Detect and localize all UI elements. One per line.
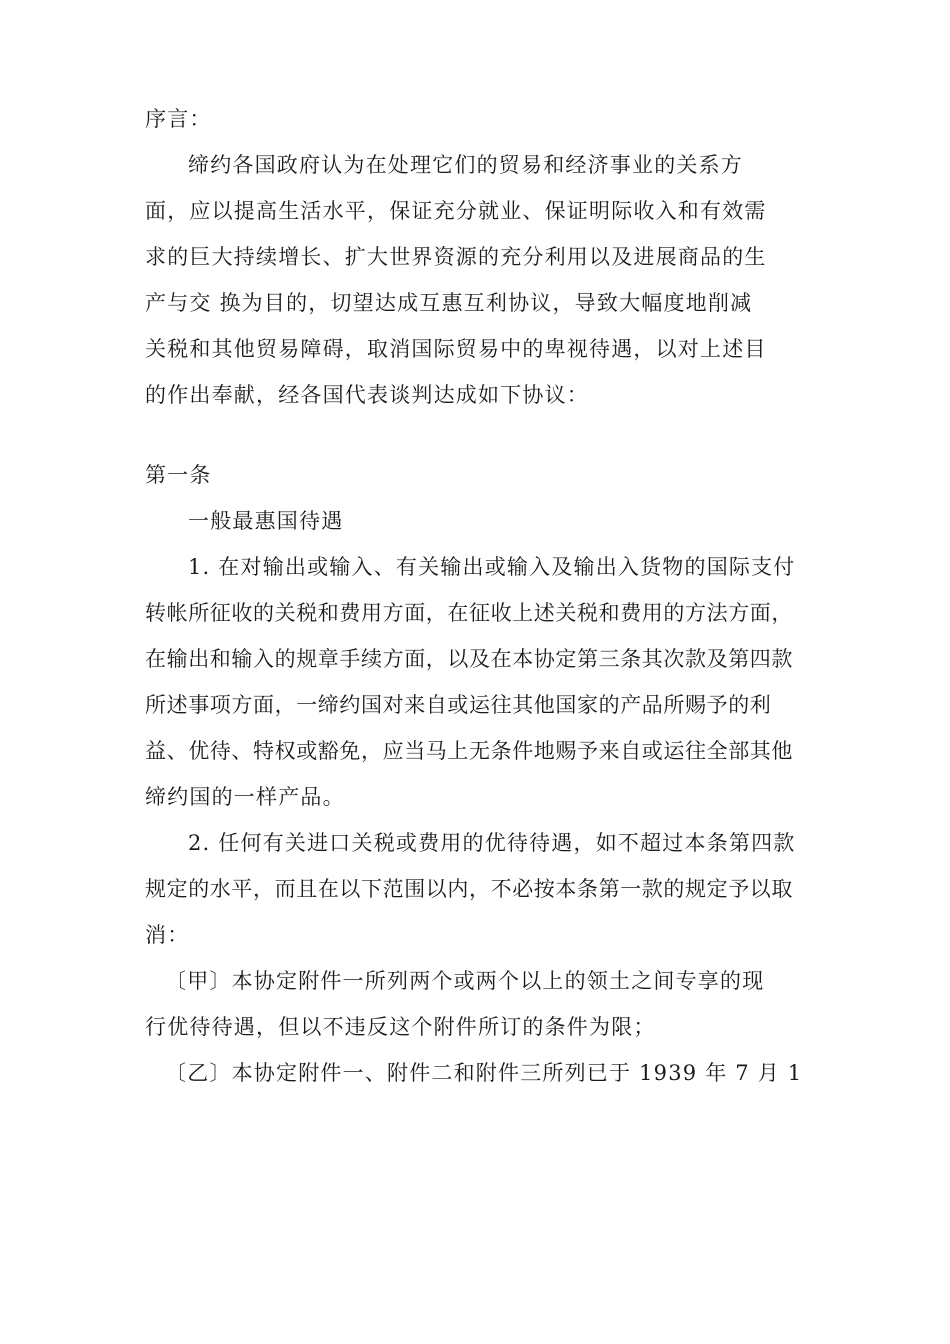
preface-line-1: 缔约各国政府认为在处理它们的贸易和经济事业的关系方 bbox=[188, 153, 743, 177]
para1-line-6: 缔约国的一样产品。 bbox=[145, 785, 345, 809]
preface-line-2: 面，应以提高生活水平，保证充分就业、保证明际收入和有效需 bbox=[145, 199, 767, 223]
item-a-line-2: 行优待待遇，但以不违反这个附件所订的条件为限； bbox=[145, 1015, 656, 1039]
preface-line-3: 求的巨大持续增长、扩大世界资源的充分利用以及进展商品的生 bbox=[145, 245, 767, 269]
para1-line-4: 所述事项方面，一缔约国对来自或运往其他国家的产品所赐予的利 bbox=[145, 693, 772, 717]
para2-line-2: 规定的水平，而且在以下范围以内，不必按本条第一款的规定予以取 bbox=[145, 877, 793, 901]
preface-heading: 序言： bbox=[145, 107, 212, 131]
item-b-line-1: 〔乙〕本协定附件一、附件二和附件三所列已于 1939 年 7 月 1 bbox=[165, 1061, 803, 1085]
article-heading: 第一条 bbox=[145, 463, 212, 487]
para2-line-1: 2. 任何有关进口关税或费用的优待待遇，如不超过本条第四款 bbox=[188, 831, 796, 855]
article-title: 一般最惠国待遇 bbox=[188, 509, 344, 533]
para1-line-3: 在输出和输入的规章手续方面，以及在本协定第三条其次款及第四款 bbox=[145, 647, 793, 671]
para1-line-2: 转帐所征收的关税和费用方面，在征收上述关税和费用的方法方面， bbox=[145, 601, 793, 625]
para1-line-1: 1. 在对输出或输入、有关输出或输入及输出入货物的国际支付 bbox=[188, 555, 796, 579]
item-a-line-1: 〔甲〕本协定附件一所列两个或两个以上的领土之间专享的现 bbox=[165, 969, 765, 993]
preface-line-6: 的作出奉献，经各国代表谈判达成如下协议： bbox=[145, 383, 589, 407]
preface-line-5: 关税和其他贸易障碍，取消国际贸易中的卑视待遇，以对上述目 bbox=[145, 337, 767, 361]
preface-line-4: 产与交 换为目的，切望达成互惠互利协议，导致大幅度地削减 bbox=[145, 291, 753, 315]
para1-line-5: 益、优待、特权或豁免，应当马上无条件地赐予来自或运往全部其他 bbox=[145, 739, 793, 763]
para2-line-3: 消： bbox=[145, 923, 190, 947]
